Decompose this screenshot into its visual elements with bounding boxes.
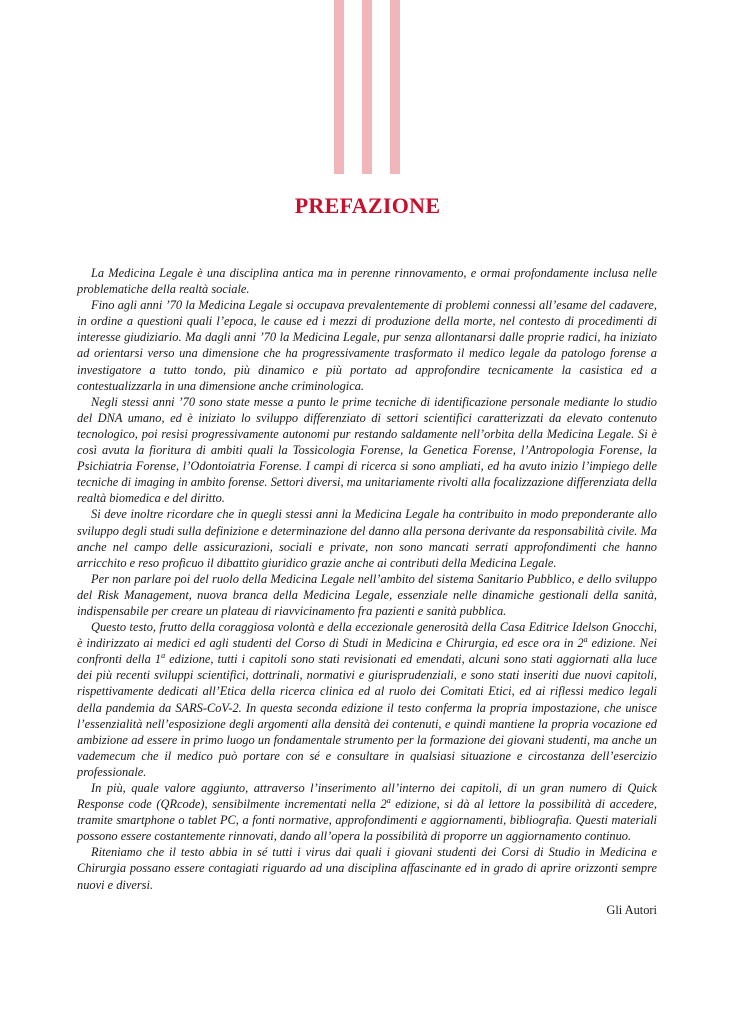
paragraph-text: edizione, si dà al lettore la possibilità di accedere, tramite smartphone o tablet PC, a fonti normative, approfondimenti e aggiornamenti, bibliografia. Questi materiali possono essere costantemente rinnovati, dando all’opera la possibilità di proporre un aggiornamento continuo. [77, 797, 657, 844]
paragraph-text: La Medicina Legale è una disciplina antica ma in perenne rinnovamento, e ormai profondamente inclusa nelle problematiche della realtà sociale. [77, 266, 657, 297]
paragraph-text: edizione, tutti i capitoli sono stati revisionati ed emendati, alcuni sono stati aggiornati alla luce dei più recenti sviluppi scientifici, dottrinali, normativi e giurisprudenziali, e sono stati inseriti due nuovi capitoli, rispettivamente dedicati all’Etica della ricerca clinica ed al ruolo dei Comitati Etici, ed ai riflessi medico legali della pandemia da SARS-CoV-2. In questa seconda edizione il testo conferma la propria impostazione, che unisce l’essenzialità nell’esposizione degli argomenti alla densità dei contenuti, e quindi mantiene la propria vocazione ed ambizione ad essere in primo luogo un fondamentale strumento per la formazione dei giovani studenti, ma anche un vademecum che il medico può portare con sé e consultare in qualsiasi situazione e circostanza dell’esercizio professionale. [77, 652, 658, 779]
paragraph [77, 844, 657, 892]
paragraph-text: Per non parlare poi del ruolo della Medicina Legale nell’ambito del sistema Sanitario Pubblico, e dello sviluppo del Risk Management, nuova branca della Medicina Legale, essenziale nelle dinamiche gestionali della sanità, indispensabile per creare un plateau di riavvicinamento fra pazienti e sanità pubblica. [77, 571, 657, 618]
paragraph-text: Negli stessi anni ’70 sono state messe a punto le prime tecniche di identificazione personale mediante lo studio del DNA umano, ed è iniziato lo sviluppo differenziato di settori scientifici caratterizzati da elevato contenuto tecnologico, poi resisi progressivamente autonomi pur restando saldamente nell’orbita della Medicina Legale. Si è così avuta la fioritura di ambiti quali la Tossicologia Forense, la Genetica Forense, l’Antropologia Forense, la Psichiatria Forense, l’Odontoiatria Forense. I campi di ricerca si sono ampliati, ed ha avuto inizio l’impiego delle tecniche di imaging in ambito forense. Settori diversi, ma unitariamente rivolti alla focalizzazione differenziata della realtà biomedica e del diritto. [77, 394, 657, 506]
paragraph [77, 619, 657, 780]
paragraph [77, 780, 657, 844]
decorative-stripes [334, 0, 404, 174]
paragraph-text: In più, quale valore aggiunto, attraverso l’inserimento all’interno dei capitoli, di un gran numero di Quick Response code (QRcode), sensibilmente incrementati nella 2 [77, 781, 657, 812]
paragraph-text: Questo testo, frutto della coraggiosa volontà e della eccezionale generosità della Casa Editrice Idelson Gnocchi, è indirizzato ai medici ed agli studenti del Corso di Studi in Medicina e Chirurgia, ed esce ora in 2 [77, 620, 657, 651]
stripe-right [390, 0, 400, 174]
paragraph-text: Riteniamo che il testo abbia in sé tutti i virus dai quali i giovani studenti dei Corsi di Studio in Medicina e Chirurgia possano essere contagiati riguardo ad una disciplina affascinante ed in grado di aprire orizzonti sempre nuovi e diversi. [77, 845, 657, 892]
stripe-middle [362, 0, 372, 174]
page-title: PREFAZIONE [294, 193, 441, 218]
paragraph [77, 265, 657, 297]
signature: Gli Autori [606, 903, 657, 917]
ordinal-superscript: a [583, 635, 588, 645]
paragraph [77, 571, 657, 619]
ordinal-superscript: a [386, 795, 391, 805]
ordinal-superscript: a [161, 651, 166, 661]
paragraph-text: edizione. Nei confronti della 1 [77, 636, 657, 667]
paragraph-text: Fino agli anni ’70 la Medicina Legale si occupava prevalentemente di problemi connessi all’esame del cadavere, in ordine a questioni quali l’epoca, le cause ed i mezzi di produzione della morte, nel contesto di procedimenti di interesse giudiziario. Ma dagli anni ’70 la Medicina Legale, pur senza allontanarsi dalle proprie radici, ha iniziato ad orientarsi verso una dimensione che ha progressivamente trasformato il medico legale da patologo forense a investigatore a tutto tondo, più dinamico e più portato ad approfondire tecnicamente la casistica ed a contestualizzarla in una dimensione anche criminologica. [77, 298, 657, 393]
stripe-left [334, 0, 344, 174]
preface-body [77, 265, 657, 893]
paragraph [77, 506, 657, 570]
paragraph [77, 394, 657, 507]
paragraph [77, 297, 657, 394]
paragraph-text: Si deve inoltre ricordare che in quegli stessi anni la Medicina Legale ha contribuito in modo preponderante allo sviluppo degli studi sulla definizione e determinazione del danno alla persona derivante da responsabilità civile. Ma anche nel campo delle assicurazioni, sociali e private, non sono mancati serrati approfondimenti che hanno arricchito e reso proficuo il dibattito giuridico grazie anche ai contributi della Medicina Legale. [77, 507, 657, 570]
